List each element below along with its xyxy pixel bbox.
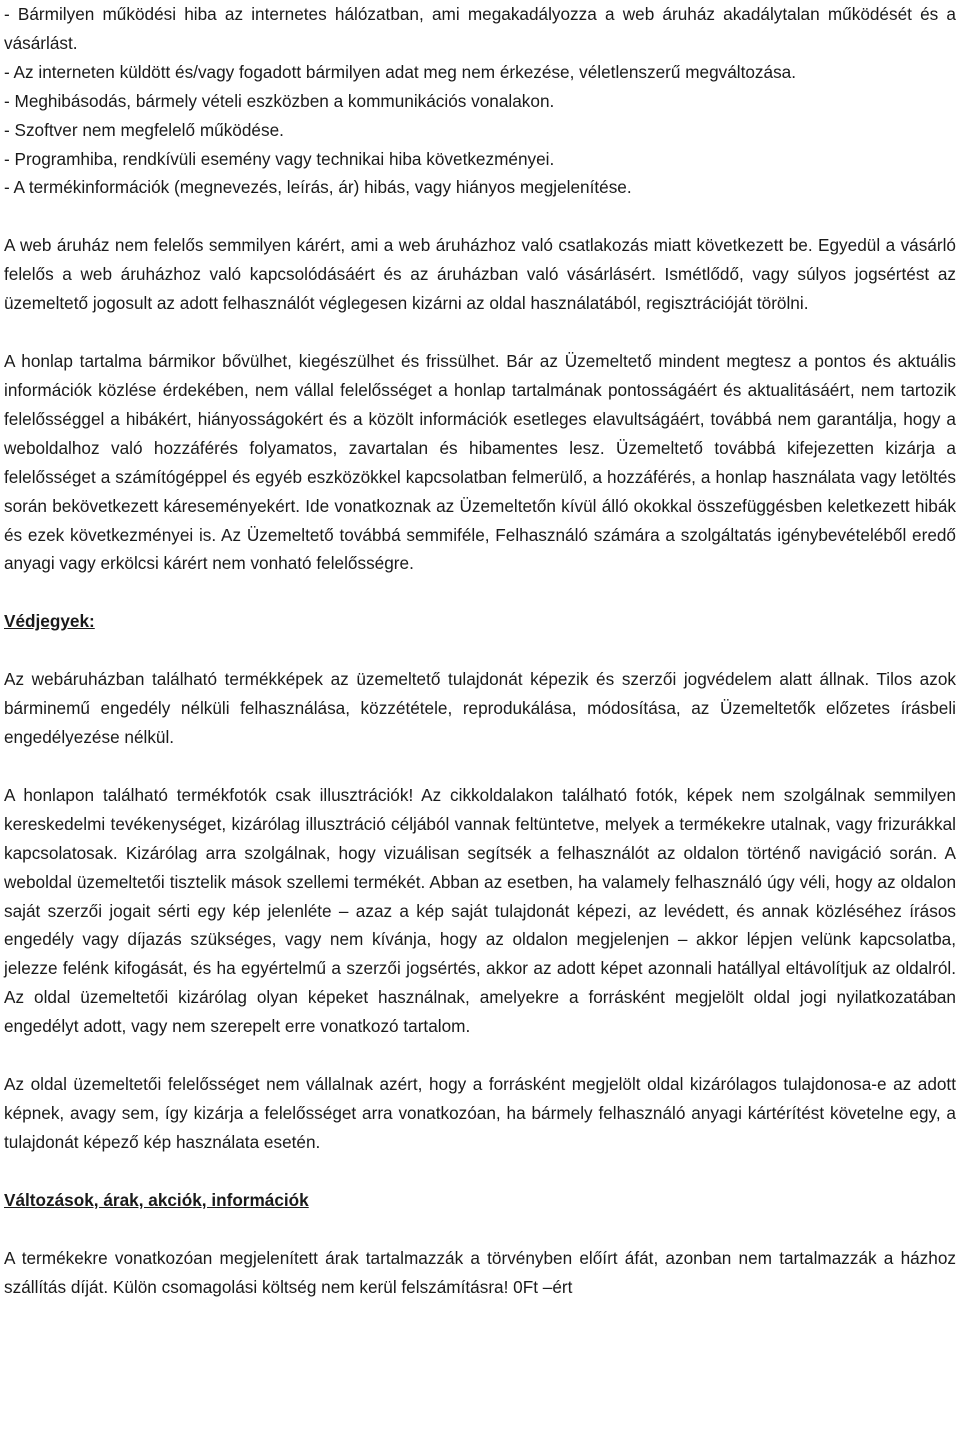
- paragraph-source: Az oldal üzemeltetői felelősséget nem vállalnak azért, hogy a forrásként megjelölt oldal kizárólagos tulajdonosa-e az adott képnek, avagy sem, így kizárja a felelősséget arra vonatkozóan, ha bármely felhasználó anyagi kártérítést követelne egy, a tulajdonát képező kép használata esetén.: [4, 1074, 956, 1152]
- spacer: [4, 318, 956, 347]
- spacer: [4, 752, 956, 781]
- paragraph-content: A honlap tartalma bármikor bővülhet, kiegészülhet és frissülhet. Bár az Üzemeltető mindent megtesz a pontos és aktuális információk közlése érdekében, nem vállal felelősséget a honlap tartalmának pontosságáért és aktualitásáért, nem tartozik felelősséggel a hibákért, hiányosságokért és a közölt információk esetleges elavultságáért, továbbá nem garantálja, hogy a weboldalhoz való hozzáférés folyamatos, zavartalan és hibamentes lesz. Üzemeltető továbbá kifejezetten kizárja a felelősséget a számítógéppel és egyéb eszközökkel kapcsolatban felmerülő, a hozzáférés, a honlap használata vagy letöltés során bekövetkezett káreseményekért. Ide vonatkoznak az Üzemeltetőn kívül álló okokkal összefüggésben keletkezett hibák és ezek következményei is. Az Üzemeltető továbbá semmiféle, Felhasználó számára a szolgáltatás igénybevételéből eredő anyagi vagy erkölcsi kárért nem vonható felelősségre.: [4, 351, 956, 574]
- bullet-item: - Az interneten küldött és/vagy fogadott bármilyen adat meg nem érkezése, véletlenszerű megváltozása.: [4, 61, 797, 82]
- paragraph-images-copyright: Az webáruházban található termékképek az üzemeltető tulajdonát képezik és szerzői jogvédelem alatt állnak. Tilos azok bárminemű engedély nélküli felhasználása, közzététele, reprodukálása, módosítása, az Üzemeltetők előzetes írásbeli engedélyezése nélkül.: [4, 669, 956, 748]
- heading-changes: Változások, árak, akciók, információk: [4, 1189, 309, 1210]
- spacer: [4, 202, 956, 231]
- spacer: [4, 1041, 956, 1070]
- spacer: [4, 636, 956, 665]
- paragraph-photos: A honlapon található termékfotók csak illusztrációk! Az cikkoldalakon található fotók, képek nem szolgálnak semmilyen kereskedelmi tevékenységet, kizárólag illusztráció céljából vannak feltüntetve, melyek a termékekre utalnak, vagy frizurákkal kapcsolatosak. Kizárólag arra szolgálnak, hogy vizuálisan segítsék a felhasználót az oldalon történő navigáció során. A weboldal üzemeltetői tisztelik mások szellemi termékét. Abban az esetben, ha valamely felhasználó úgy véli, hogy az oldalon saját szerzői jogait sérti egy kép jelenléte – azaz a kép saját tulajdonát képezi, az levédett, és annak közléséhez írásos engedély vagy díjazás szükséges, vagy nem kívánja, hogy az oldalon megjelenjen – akkor lépjen velünk kapcsolatba, jelezze felénk kifogását, és ha egyértelmű a szerzői jogsértés, akkor az adott képet azonnali hatállyal eltávolítjuk az oldalról. Az oldal üzemeltetői kizárólag olyan képeket használnak, amelyekre a forrásként megjelölt oldal jogi nyilatkozatában engedélyt adott, vagy nem szerepelt erre vonatkozó tartalom.: [4, 784, 956, 1037]
- bullet-item: - Szoftver nem megfelelő működése.: [4, 119, 284, 140]
- paragraph-liability: A web áruház nem felelős semmilyen kárért, ami a web áruházhoz való csatlakozás miatt következett be. Egyedül a vásárló felelős a web áruházhoz való kapcsolódásáért és az áruházban való vásárlásért. Ismétlődő, vagy súlyos jogsértést az üzemeltető jogosult az adott felhasználót véglegesen kizárni az oldal használatából, regisztrációját törölni.: [4, 235, 956, 314]
- spacer: [4, 1215, 956, 1244]
- heading-trademarks: Védjegyek:: [4, 611, 95, 632]
- paragraph-prices: A termékekre vonatkozóan megjelenített árak tartalmazzák a törvényben előírt áfát, azonban nem tartalmazzák a házhoz szállítás díját. Külön csomagolási költség nem kerül felszámításra! 0Ft –ért: [4, 1247, 956, 1297]
- bullet-item: - A termékinformációk (megnevezés, leírás, ár) hibás, vagy hiányos megjelenítése.: [4, 177, 632, 198]
- spacer: [4, 578, 956, 607]
- bullet-item: - Bármilyen működési hiba az internetes hálózatban, ami megakadályozza a web áruház akadálytalan működését és a vásárlást.: [4, 4, 956, 53]
- document-page: [4, 0, 956, 1302]
- bullet-item: - Meghibásodás, bármely vételi eszközben a kommunikációs vonalakon.: [4, 90, 555, 111]
- spacer: [4, 1157, 956, 1186]
- bullet-item: - Programhiba, rendkívüli esemény vagy technikai hiba következményei.: [4, 148, 555, 169]
